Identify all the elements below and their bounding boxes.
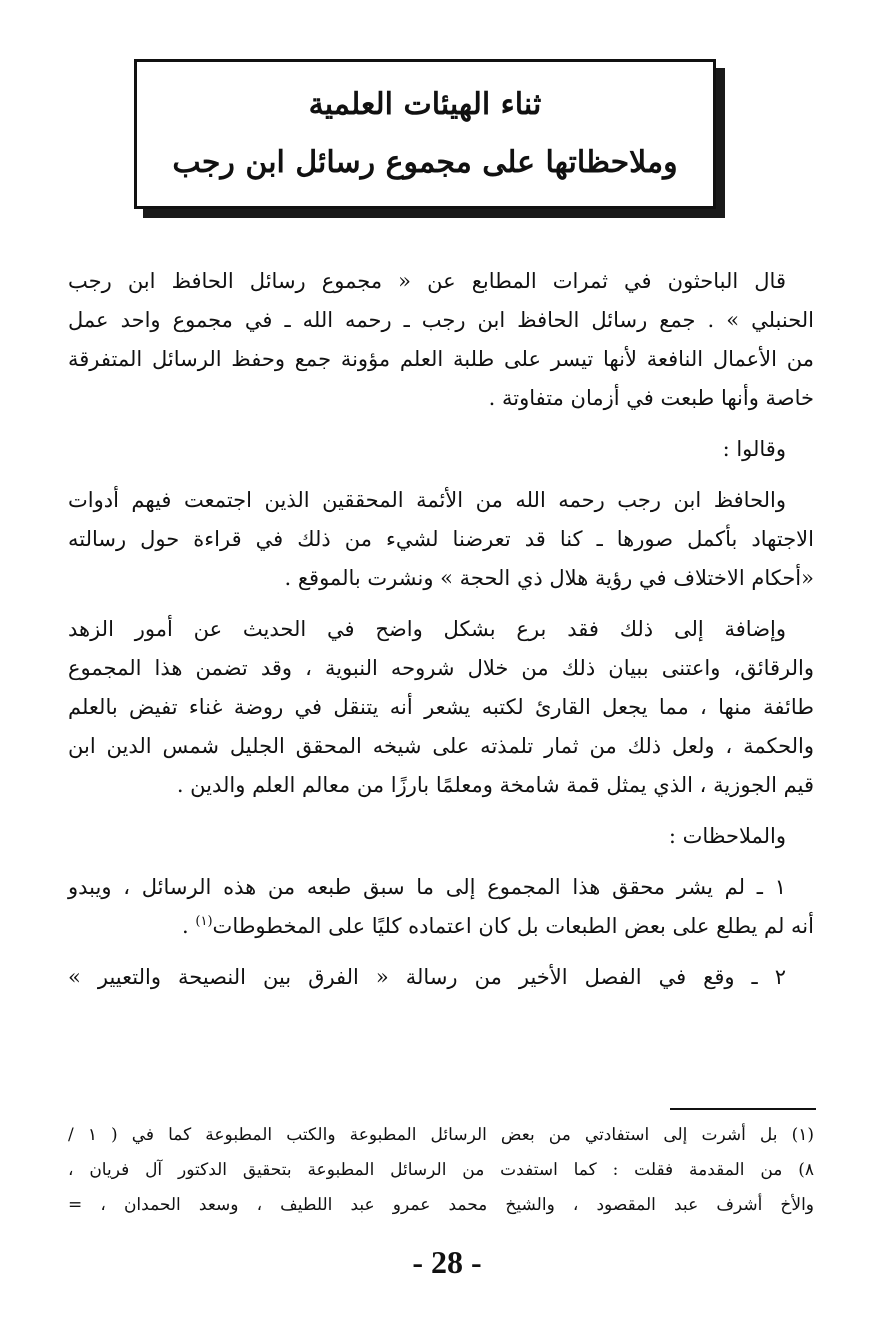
text-line: الاجتهاد بأكمل صورها ـ كنا قد تعرضنا لشيء من ذلك في قراءة حول رسالته (68, 527, 814, 551)
text-line: ٢ ـ وقع في الفصل الأخير من رسالة « الفرق بين النصيحة والتعيير » (68, 965, 786, 989)
paragraph-observation-1 (68, 868, 814, 946)
footnote-reference[interactable]: (١) (195, 914, 213, 929)
footnote-line: (١) بل أشرت إلى استفادتي من بعض الرسائل المطبوعة والكتب المطبوعة كما في ( ١ / (68, 1125, 814, 1145)
text-fragment: . (182, 914, 196, 938)
footnote-line: ٨) من المقدمة فقلت : كما استفدت من الرسائل المطبوعة بتحقيق الدكتور آل فريان ، (68, 1160, 814, 1180)
text-line: قيم الجوزية ، الذي يمثل قمة شامخة ومعلمًا بارزًا من معالم العلم والدين . (176, 773, 814, 797)
text-line: قال الباحثون في ثمرات المطابع عن « مجموع رسائل الحافظ ابن رجب (68, 269, 786, 293)
text-line: وقالوا : (722, 437, 786, 461)
paragraph-praise (68, 262, 814, 418)
title-box (134, 59, 716, 209)
page-number: - 28 - (412, 1244, 482, 1280)
paragraph-they-said (68, 430, 814, 469)
body-text (68, 262, 814, 1009)
text-line: والرقائق، واعتنى ببيان ذلك من خلال شروحه النبوية ، وقد تضمن هذا المجموع (68, 656, 814, 680)
text-line: خاصة وأنها طبعت في أزمان متفاوتة . (488, 386, 814, 410)
text-line-with-footnote (68, 907, 814, 946)
text-line: والملاحظات : (668, 824, 786, 848)
title-line-2: وملاحظاتها على مجموع رسائل ابن رجب (172, 145, 678, 180)
paragraph-observation-2 (68, 958, 814, 997)
text-line: والحافظ ابن رجب رحمه الله من الأئمة المحققين الذين اجتمعت فيهم أدوات (68, 488, 786, 512)
text-line: طائفة منها ، مما يجعل القارئ لكتبه يشعر أنه يتنقل في روضة غناء تفيض بالعلم (68, 695, 814, 719)
paragraph-hafiz (68, 481, 814, 598)
text-line: من الأعمال النافعة لأنها تيسر على طلبة العلم مؤونة جمع وحفظ الرسائل المتفرقة (68, 347, 814, 371)
paragraph-asceticism (68, 610, 814, 805)
text-line: والحكمة ، ولعل ذلك من ثمار تلمذته على شيخه المحقق الجليل شمس الدين ابن (68, 734, 814, 758)
paragraph-observations-heading (68, 817, 814, 856)
title-line-1: ثناء الهيئات العلمية (308, 87, 542, 122)
text-fragment: أنه لم يطلع على بعض الطبعات بل كان اعتماده كليًا على المخطوطات (212, 914, 814, 938)
text-line: وإضافة إلى ذلك فقد برع بشكل واضح في الحديث عن أمور الزهد (68, 617, 786, 641)
text-line: الحنبلي » . جمع رسائل الحافظ ابن رجب ـ رحمه الله ـ في مجموع واحد عمل (68, 308, 814, 332)
text-line: «أحكام الاختلاف في رؤية هلال ذي الحجة » ونشرت بالموقع . (284, 566, 814, 590)
footnote-separator (670, 1108, 816, 1110)
footnote-line: والأخ أشرف عبد المقصود ، والشيخ محمد عمرو عبد اللطيف ، وسعد الحمدان ، = (68, 1195, 814, 1215)
footnotes (68, 1118, 814, 1223)
text-line: ١ ـ لم يشر محقق هذا المجموع إلى ما سبق طبعه من هذه الرسائل ، ويبدو (68, 875, 786, 899)
